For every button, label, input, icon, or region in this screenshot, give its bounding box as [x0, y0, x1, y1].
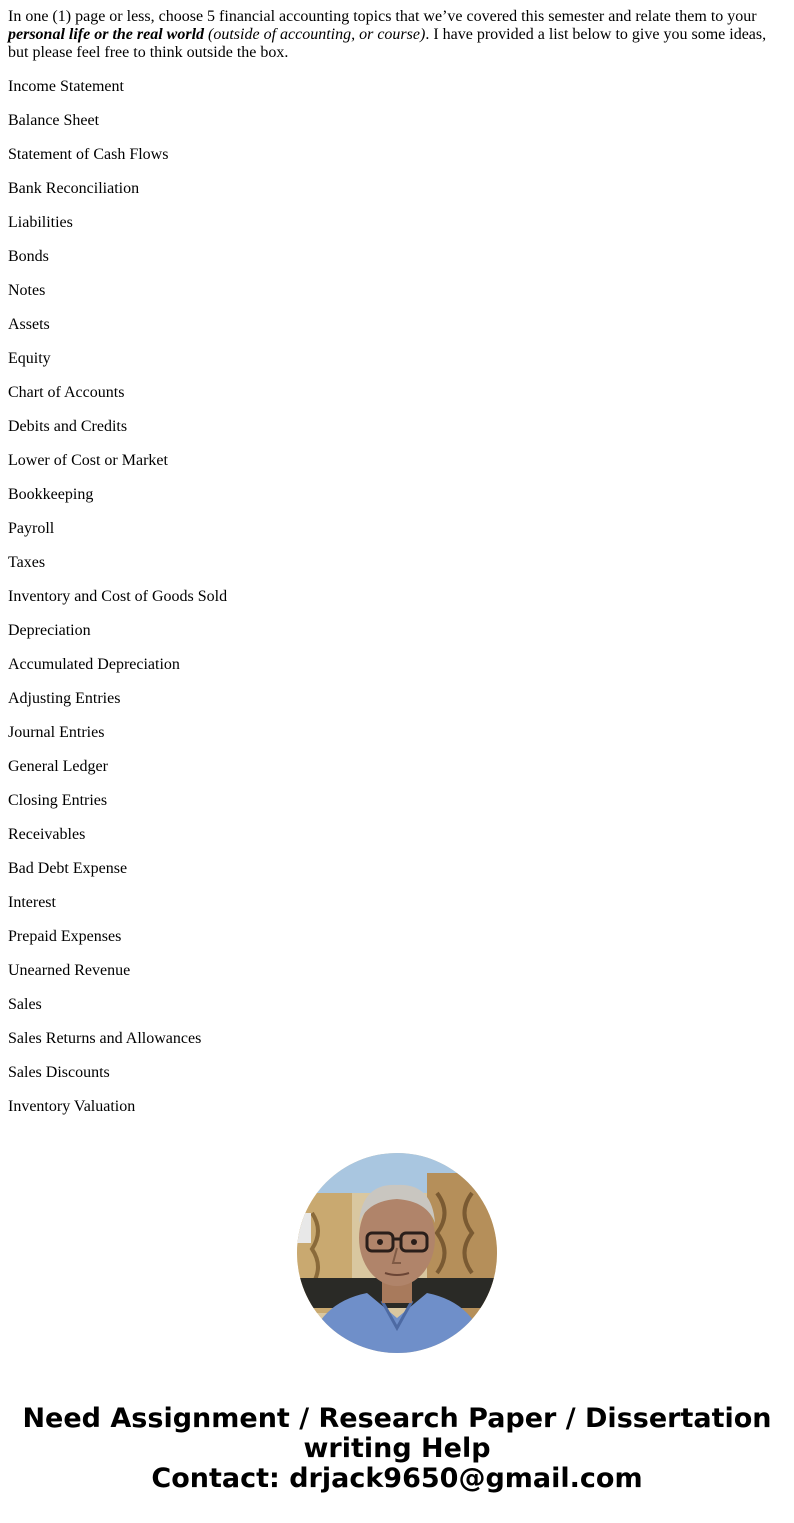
list-item: Adjusting Entries [8, 690, 121, 707]
list-item: Inventory and Cost of Goods Sold [8, 588, 228, 605]
list-item: Taxes [8, 554, 46, 571]
avatar-photo [297, 1153, 497, 1353]
list-item: Sales [8, 996, 42, 1013]
banner-line-2: writing Help [303, 1433, 491, 1464]
instructions-italic-note: (outside of accounting, or course) [204, 26, 426, 43]
list-item: Receivables [8, 826, 86, 843]
assignment-instructions [8, 8, 778, 62]
list-item: Equity [8, 350, 51, 367]
list-item: Accumulated Depreciation [8, 656, 180, 673]
list-item: Liabilities [8, 214, 73, 231]
list-item: Depreciation [8, 622, 91, 639]
list-item: Closing Entries [8, 792, 108, 809]
list-item: Sales Discounts [8, 1064, 110, 1081]
topic-list [8, 78, 778, 1116]
document-body [8, 8, 778, 1132]
list-item: Statement of Cash Flows [8, 146, 169, 163]
list-item: Journal Entries [8, 724, 105, 741]
contact-email: Contact: drjack9650@gmail.com [151, 1463, 643, 1494]
list-item: Interest [8, 894, 56, 911]
list-item: Payroll [8, 520, 55, 537]
list-item: Assets [8, 316, 50, 333]
banner-line-1: Need Assignment / Research Paper / Dissertation [22, 1403, 772, 1434]
list-item: Bookkeeping [8, 486, 94, 503]
help-contact-banner [0, 1404, 794, 1494]
list-item: General Ledger [8, 758, 108, 775]
list-item: Bonds [8, 248, 49, 265]
list-item: Notes [8, 282, 46, 299]
list-item: Chart of Accounts [8, 384, 125, 401]
list-item: Bad Debt Expense [8, 860, 128, 877]
avatar [297, 1153, 497, 1353]
list-item: Sales Returns and Allowances [8, 1030, 202, 1047]
list-item: Prepaid Expenses [8, 928, 122, 945]
list-item: Balance Sheet [8, 112, 100, 129]
list-item: Bank Reconciliation [8, 180, 140, 197]
instructions-emphasis: personal life or the real world [8, 26, 205, 43]
list-item: Debits and Credits [8, 418, 128, 435]
list-item: Inventory Valuation [8, 1098, 136, 1115]
instructions-text-end: . I have provided a list below to give you some ideas, but please feel free to think outside the box. [8, 26, 767, 61]
list-item: Lower of Cost or Market [8, 452, 168, 469]
list-item: Unearned Revenue [8, 962, 131, 979]
instructions-text: In one (1) page or less, choose 5 financial accounting topics that we’ve covered this semester and relate them to your [8, 8, 757, 25]
list-item: Income Statement [8, 78, 124, 95]
